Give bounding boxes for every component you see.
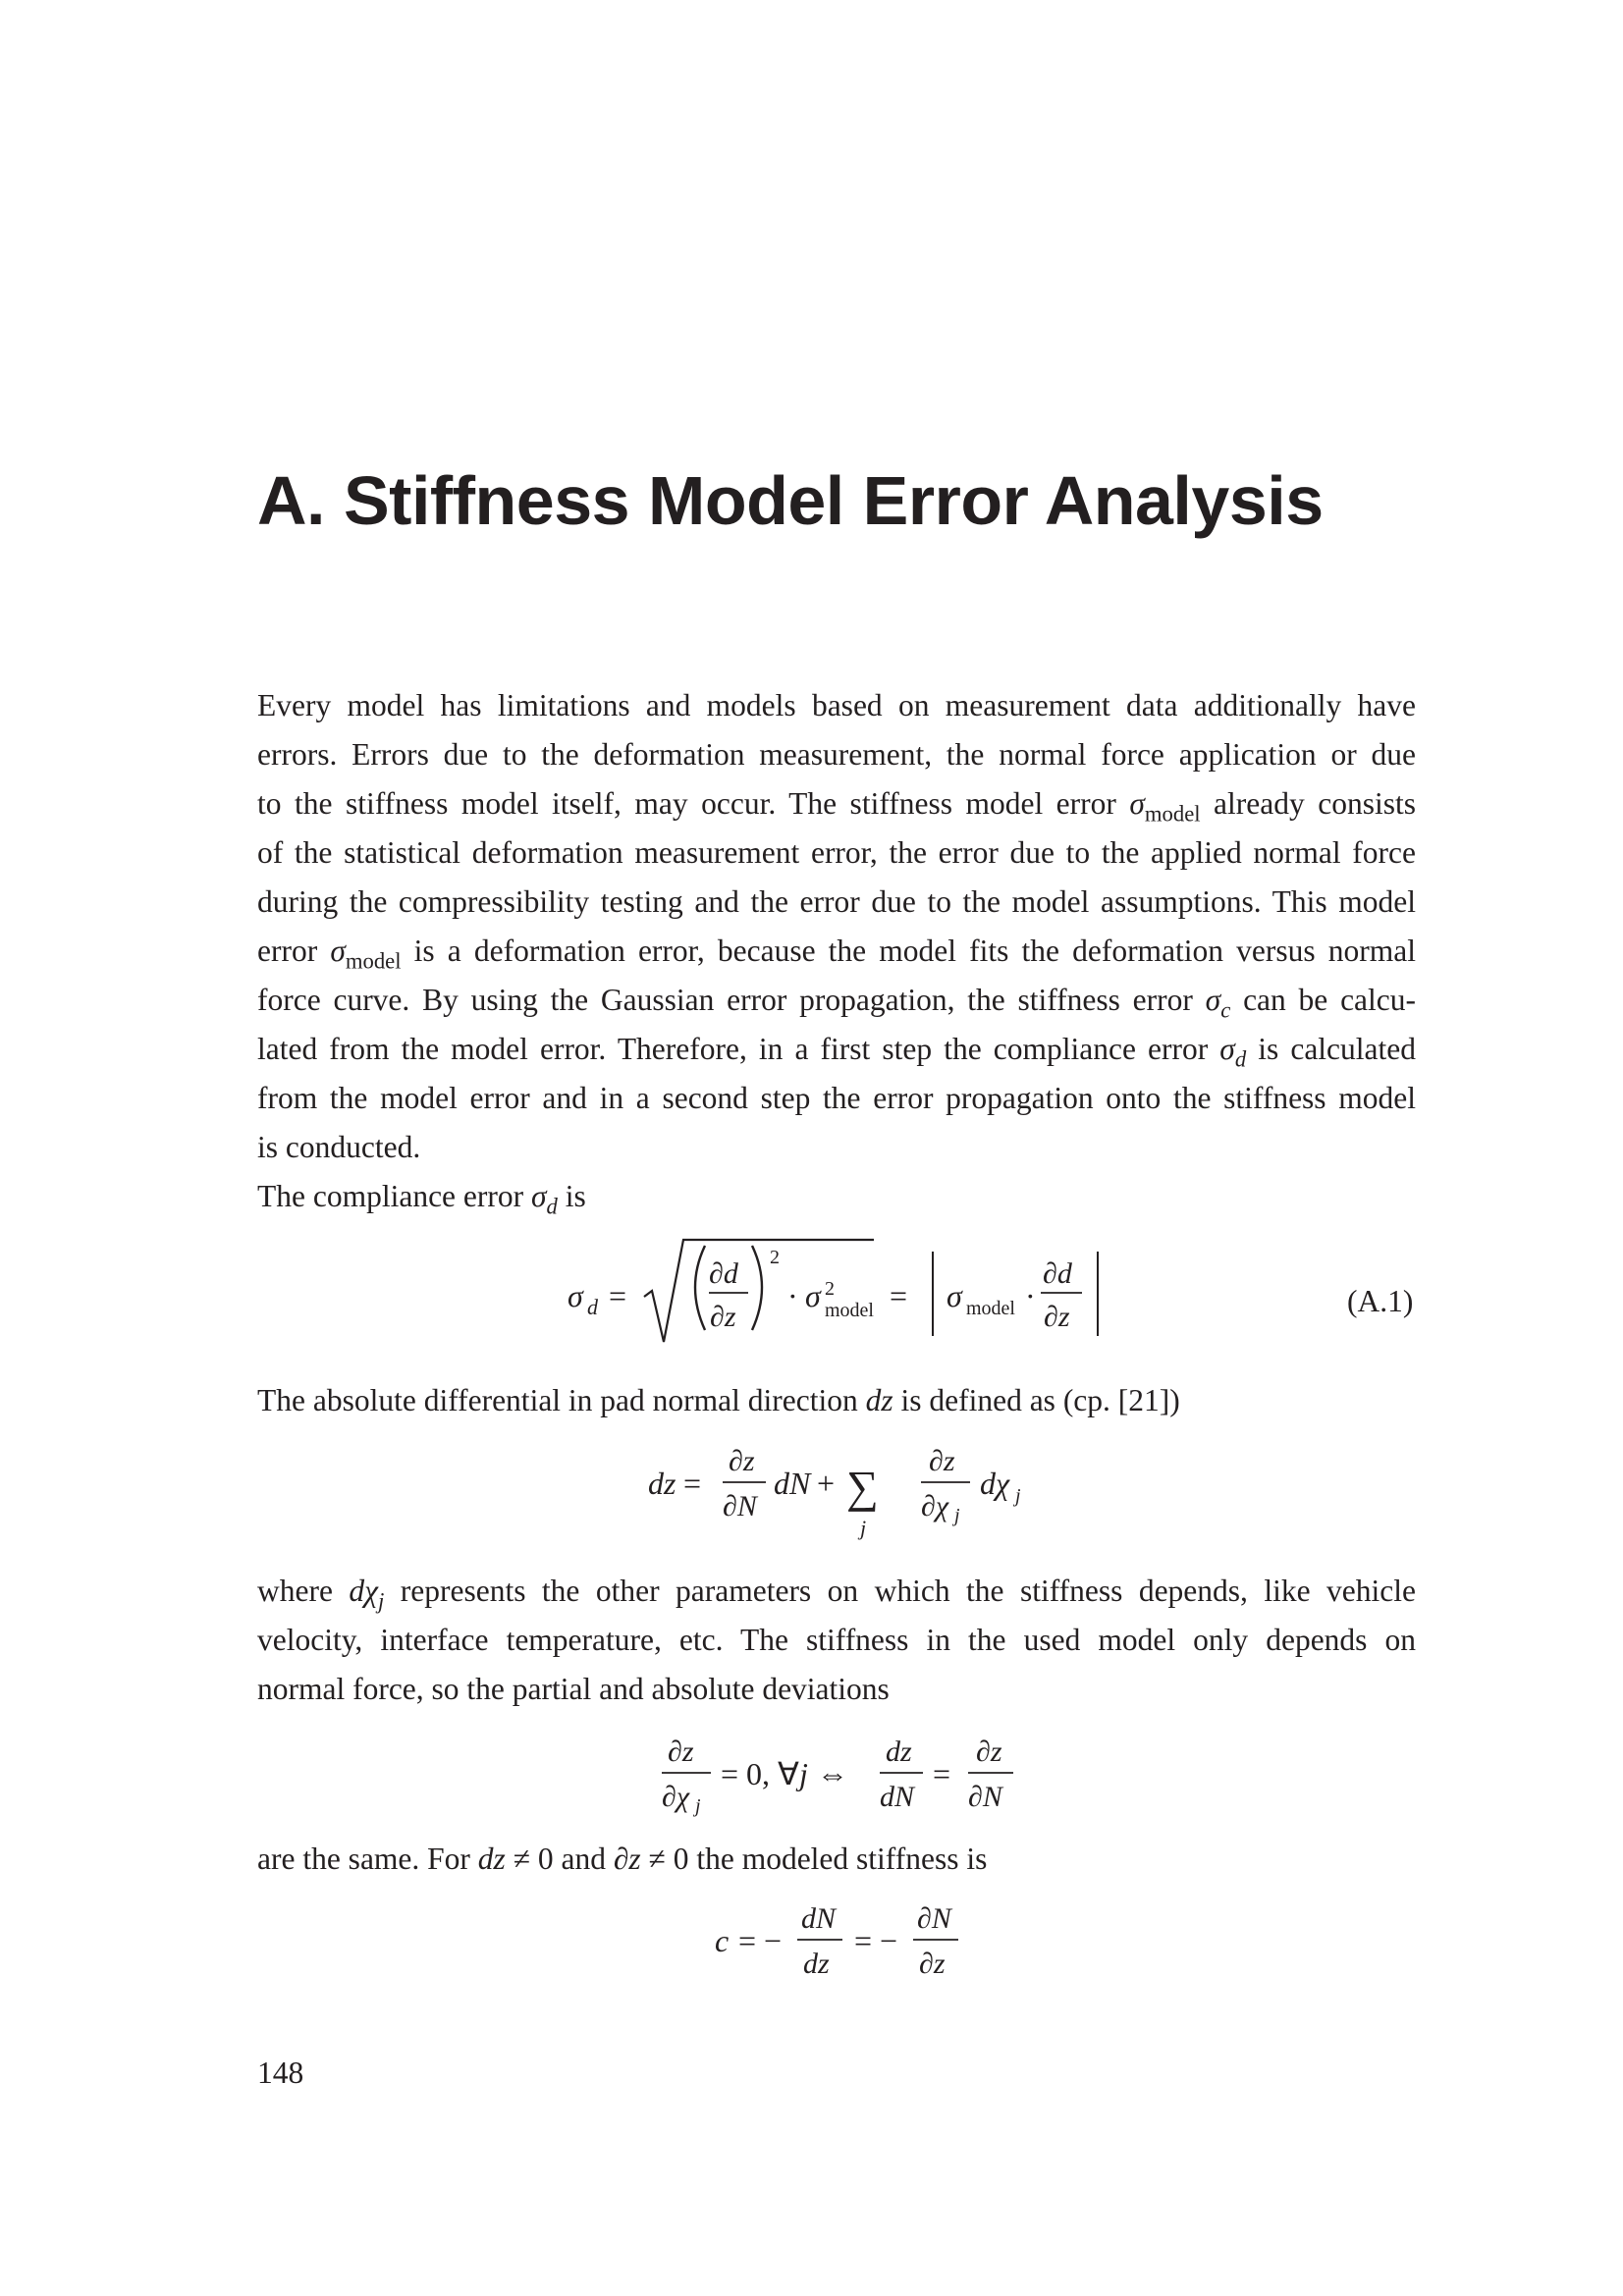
svg-text:∂z: ∂z bbox=[729, 1445, 755, 1477]
text-line: error $\sigma_{model}$ is a deformation error, because the model fits the deformation versus normal bbox=[257, 934, 1416, 974]
svg-text:j: j bbox=[860, 1516, 867, 1540]
text-line: where $d\chi_j$ represents the other parameters on which the stiffness depends, like vehicle bbox=[257, 1574, 1416, 1614]
text-line: normal force, so the partial and absolute deviations bbox=[257, 1672, 890, 1706]
svg-text:∑: ∑ bbox=[846, 1462, 879, 1512]
svg-text:∂N: ∂N bbox=[917, 1902, 951, 1935]
text-line: to the stiffness model itself, may occur. The stiffness model error $\sigma_{model}$ already consists bbox=[257, 786, 1416, 827]
svg-text:∂N: ∂N bbox=[968, 1781, 1002, 1813]
sigma-d-symbol: $\sigma_d$ bbox=[530, 1179, 558, 1219]
svg-text:model: model bbox=[825, 1300, 874, 1321]
equation-number: (A.1) bbox=[1347, 1284, 1414, 1318]
text-line: velocity, interface temperature, etc. The stiffness in the used model only depends on bbox=[257, 1623, 1416, 1657]
svg-text:σ: σ bbox=[805, 1278, 821, 1313]
chapter-title: A. Stiffness Model Error Analysis bbox=[257, 462, 1324, 539]
svg-text:dN: dN bbox=[774, 1466, 811, 1501]
svg-text:j: j bbox=[695, 1795, 701, 1817]
svg-text:dz: dz bbox=[803, 1948, 830, 1980]
text-line: from the model error and in a second step the error propagation onto the stiffness model bbox=[257, 1081, 1416, 1115]
svg-text:dz: dz bbox=[886, 1735, 912, 1768]
svg-text:∂z: ∂z bbox=[929, 1445, 955, 1477]
text-line: are the same. For dz ≠ 0 and ∂z ≠ 0 the modeled stiffness is bbox=[257, 1842, 988, 1876]
svg-text:∂N: ∂N bbox=[723, 1490, 757, 1522]
equation-partial-equivalence bbox=[656, 1728, 1049, 1834]
svg-text:= 0, ∀: = 0, ∀ bbox=[721, 1756, 799, 1791]
equation-a1 bbox=[560, 1232, 1109, 1358]
svg-text:∂d: ∂d bbox=[1043, 1257, 1072, 1290]
text-line: lated from the model error. Therefore, in a first step the compliance error $\sigma_d$ is calculated bbox=[257, 1032, 1416, 1072]
svg-text:c: c bbox=[715, 1923, 730, 1958]
svg-text:=: = bbox=[609, 1278, 627, 1313]
svg-text:2: 2 bbox=[825, 1278, 835, 1300]
svg-text:dχ: dχ bbox=[980, 1466, 1010, 1501]
sigma-c-symbol: $\sigma_c$ bbox=[1205, 983, 1231, 1023]
svg-text:j: j bbox=[799, 1756, 808, 1791]
svg-text:⇔: ⇔ bbox=[817, 1756, 848, 1791]
sigma-model-symbol: $\sigma_{model}$ bbox=[1129, 786, 1201, 827]
svg-text:= −: = − bbox=[738, 1923, 783, 1958]
svg-text:j: j bbox=[1015, 1485, 1021, 1507]
svg-text:2: 2 bbox=[770, 1247, 780, 1268]
sigma-d-symbol: $\sigma_d$ bbox=[1219, 1032, 1247, 1072]
svg-text:model: model bbox=[966, 1298, 1015, 1319]
equation-stiffness-graphic bbox=[707, 1895, 982, 1993]
same-sentence bbox=[257, 1835, 1416, 1884]
svg-text:∂z: ∂z bbox=[976, 1735, 1002, 1768]
partial-z-not-zero: ∂z bbox=[613, 1842, 641, 1876]
dz-not-zero: dz bbox=[477, 1842, 506, 1876]
svg-text:·: · bbox=[787, 1278, 798, 1313]
text-line: Every model has limitations and models based on measurement data additionally have bbox=[257, 688, 1416, 722]
svg-text:∂z: ∂z bbox=[668, 1735, 694, 1768]
svg-text:dN: dN bbox=[801, 1902, 837, 1935]
sigma-model-symbol: $\sigma_{model}$ bbox=[330, 934, 402, 974]
equation-dz bbox=[638, 1433, 1051, 1549]
text-line: The absolute differential in pad normal direction dz is defined as (cp. [21]) bbox=[257, 1383, 1180, 1417]
equation-dz-graphic bbox=[638, 1433, 1051, 1541]
svg-text:·: · bbox=[1025, 1278, 1036, 1313]
d-chi-j-symbol: $d\chi_j$ bbox=[349, 1574, 385, 1614]
svg-text:σ: σ bbox=[947, 1278, 962, 1313]
svg-text:∂z: ∂z bbox=[1044, 1301, 1070, 1333]
svg-text:dN: dN bbox=[880, 1781, 915, 1813]
svg-text:∂χ: ∂χ bbox=[921, 1490, 949, 1522]
where-paragraph bbox=[257, 1567, 1416, 1714]
svg-text:∂d: ∂d bbox=[709, 1257, 738, 1290]
svg-text:j: j bbox=[954, 1505, 960, 1526]
svg-text:dz: dz bbox=[648, 1466, 676, 1501]
svg-text:=: = bbox=[890, 1278, 908, 1313]
equation-partial-graphic bbox=[656, 1728, 1049, 1826]
svg-text:+: + bbox=[817, 1466, 836, 1501]
svg-text:∂z: ∂z bbox=[710, 1301, 736, 1333]
text-line: force curve. By using the Gaussian error propagation, the stiffness error $\sigma_c$ can be calcu- bbox=[257, 983, 1416, 1023]
svg-text:d: d bbox=[587, 1295, 598, 1319]
svg-text:=: = bbox=[683, 1466, 702, 1501]
intro-paragraph bbox=[257, 681, 1416, 1221]
svg-text:∂χ: ∂χ bbox=[662, 1781, 690, 1813]
equation-stiffness bbox=[707, 1895, 982, 2001]
text-line: is conducted. bbox=[257, 1130, 421, 1164]
svg-text:∂z: ∂z bbox=[919, 1948, 946, 1980]
page-number: 148 bbox=[257, 2056, 304, 2090]
text-line: errors. Errors due to the deformation measurement, the normal force application or due bbox=[257, 737, 1416, 772]
svg-text:= −: = − bbox=[854, 1923, 898, 1958]
text-line: The compliance error $\sigma_d$ is bbox=[257, 1179, 586, 1219]
equation-a1-graphic bbox=[560, 1232, 1109, 1350]
differential-sentence bbox=[257, 1376, 1416, 1425]
svg-text:=: = bbox=[933, 1756, 951, 1791]
text-line: during the compressibility testing and the error due to the model assumptions. This model bbox=[257, 884, 1416, 919]
text-line: of the statistical deformation measurement error, the error due to the applied normal force bbox=[257, 835, 1416, 870]
svg-text:σ: σ bbox=[568, 1278, 583, 1313]
